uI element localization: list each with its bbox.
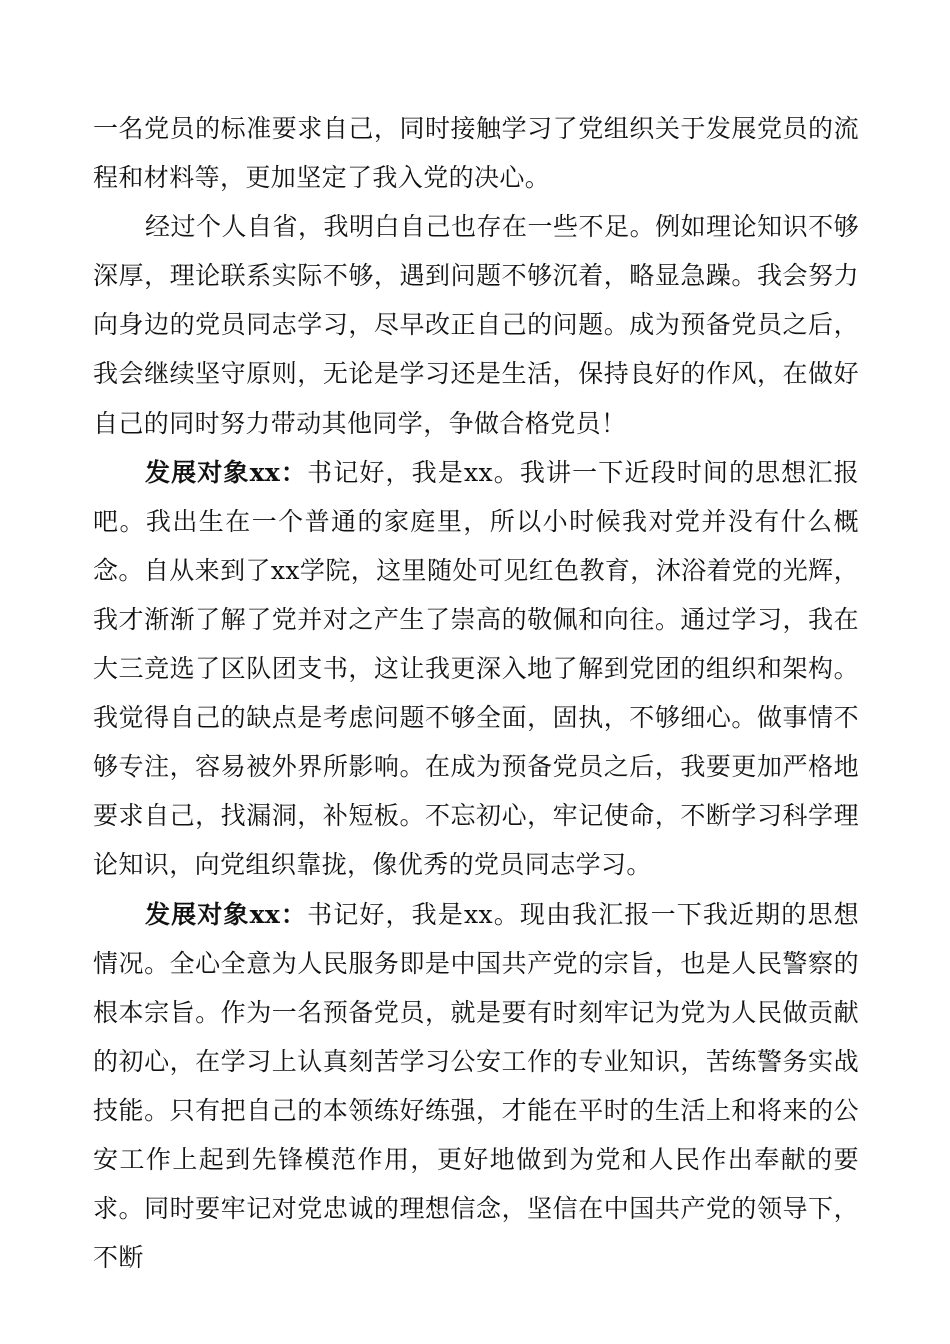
paragraph-text: 经过个人自省，我明白自己也存在一些不足。例如理论知识不够深厚，理论联系实际不够，遇到问题不够沉着，略显急躁。我会努力向身边的党员同志学习，尽早改正自己的问题。成为预备党员之后，我会继续坚守原则，无论是学习还是生活，保持良好的作风，在做好自己的同时努力带动其他同学，争做合格党员！ — [93, 212, 859, 438]
paragraph-text: 书记好，我是xx。我讲一下近段时间的思想汇报吧。我出生在一个普通的家庭里，所以小时候我对党并没有什么概念。自从来到了xx学院，这里随处可见红色教育，沐浴着党的光辉，我才渐渐了解了党并对之产生了崇高的敬佩和向往。通过学习，我在大三竞选了区队团支书，这让我更深入地了解到党团的组织和架构。我觉得自己的缺点是考虑问题不够全面，固执，不够细心。做事情不够专注，容易被外界所影响。在成为预备党员之后，我要更加严格地要求自己，找漏洞，补短板。不忘初心，牢记使命，不断学习科学理论知识，向党组织靠拢，像优秀的党员同志学习。 — [93, 457, 859, 880]
speaker-label: 发展对象xx： — [145, 899, 308, 929]
paragraph-candidate-report-1 — [93, 448, 859, 890]
paragraph-text: 一名党员的标准要求自己，同时接触学习了党组织关于发展党员的流程和材料等，更加坚定了我入党的决心。 — [93, 114, 859, 193]
document-page — [93, 104, 859, 1282]
paragraph-text: 书记好，我是xx。现由我汇报一下我近期的思想情况。全心全意为人民服务即是中国共产党的宗旨，也是人民警察的根本宗旨。作为一名预备党员，就是要有时刻牢记为党为人民做贡献的初心，在学习上认真刻苦学习公安工作的专业知识，苦练警务实战技能。只有把自己的本领练好练强，才能在平时的生活上和将来的公安工作上起到先锋模范作用，更好地做到为党和人民作出奉献的要求。同时要牢记对党忠诚的理想信念，坚信在中国共产党的领导下，不断 — [93, 899, 859, 1273]
paragraph-self-reflection — [93, 202, 859, 447]
paragraph-continuation — [93, 104, 859, 202]
speaker-label: 发展对象xx： — [145, 457, 308, 487]
paragraph-candidate-report-2 — [93, 890, 859, 1283]
